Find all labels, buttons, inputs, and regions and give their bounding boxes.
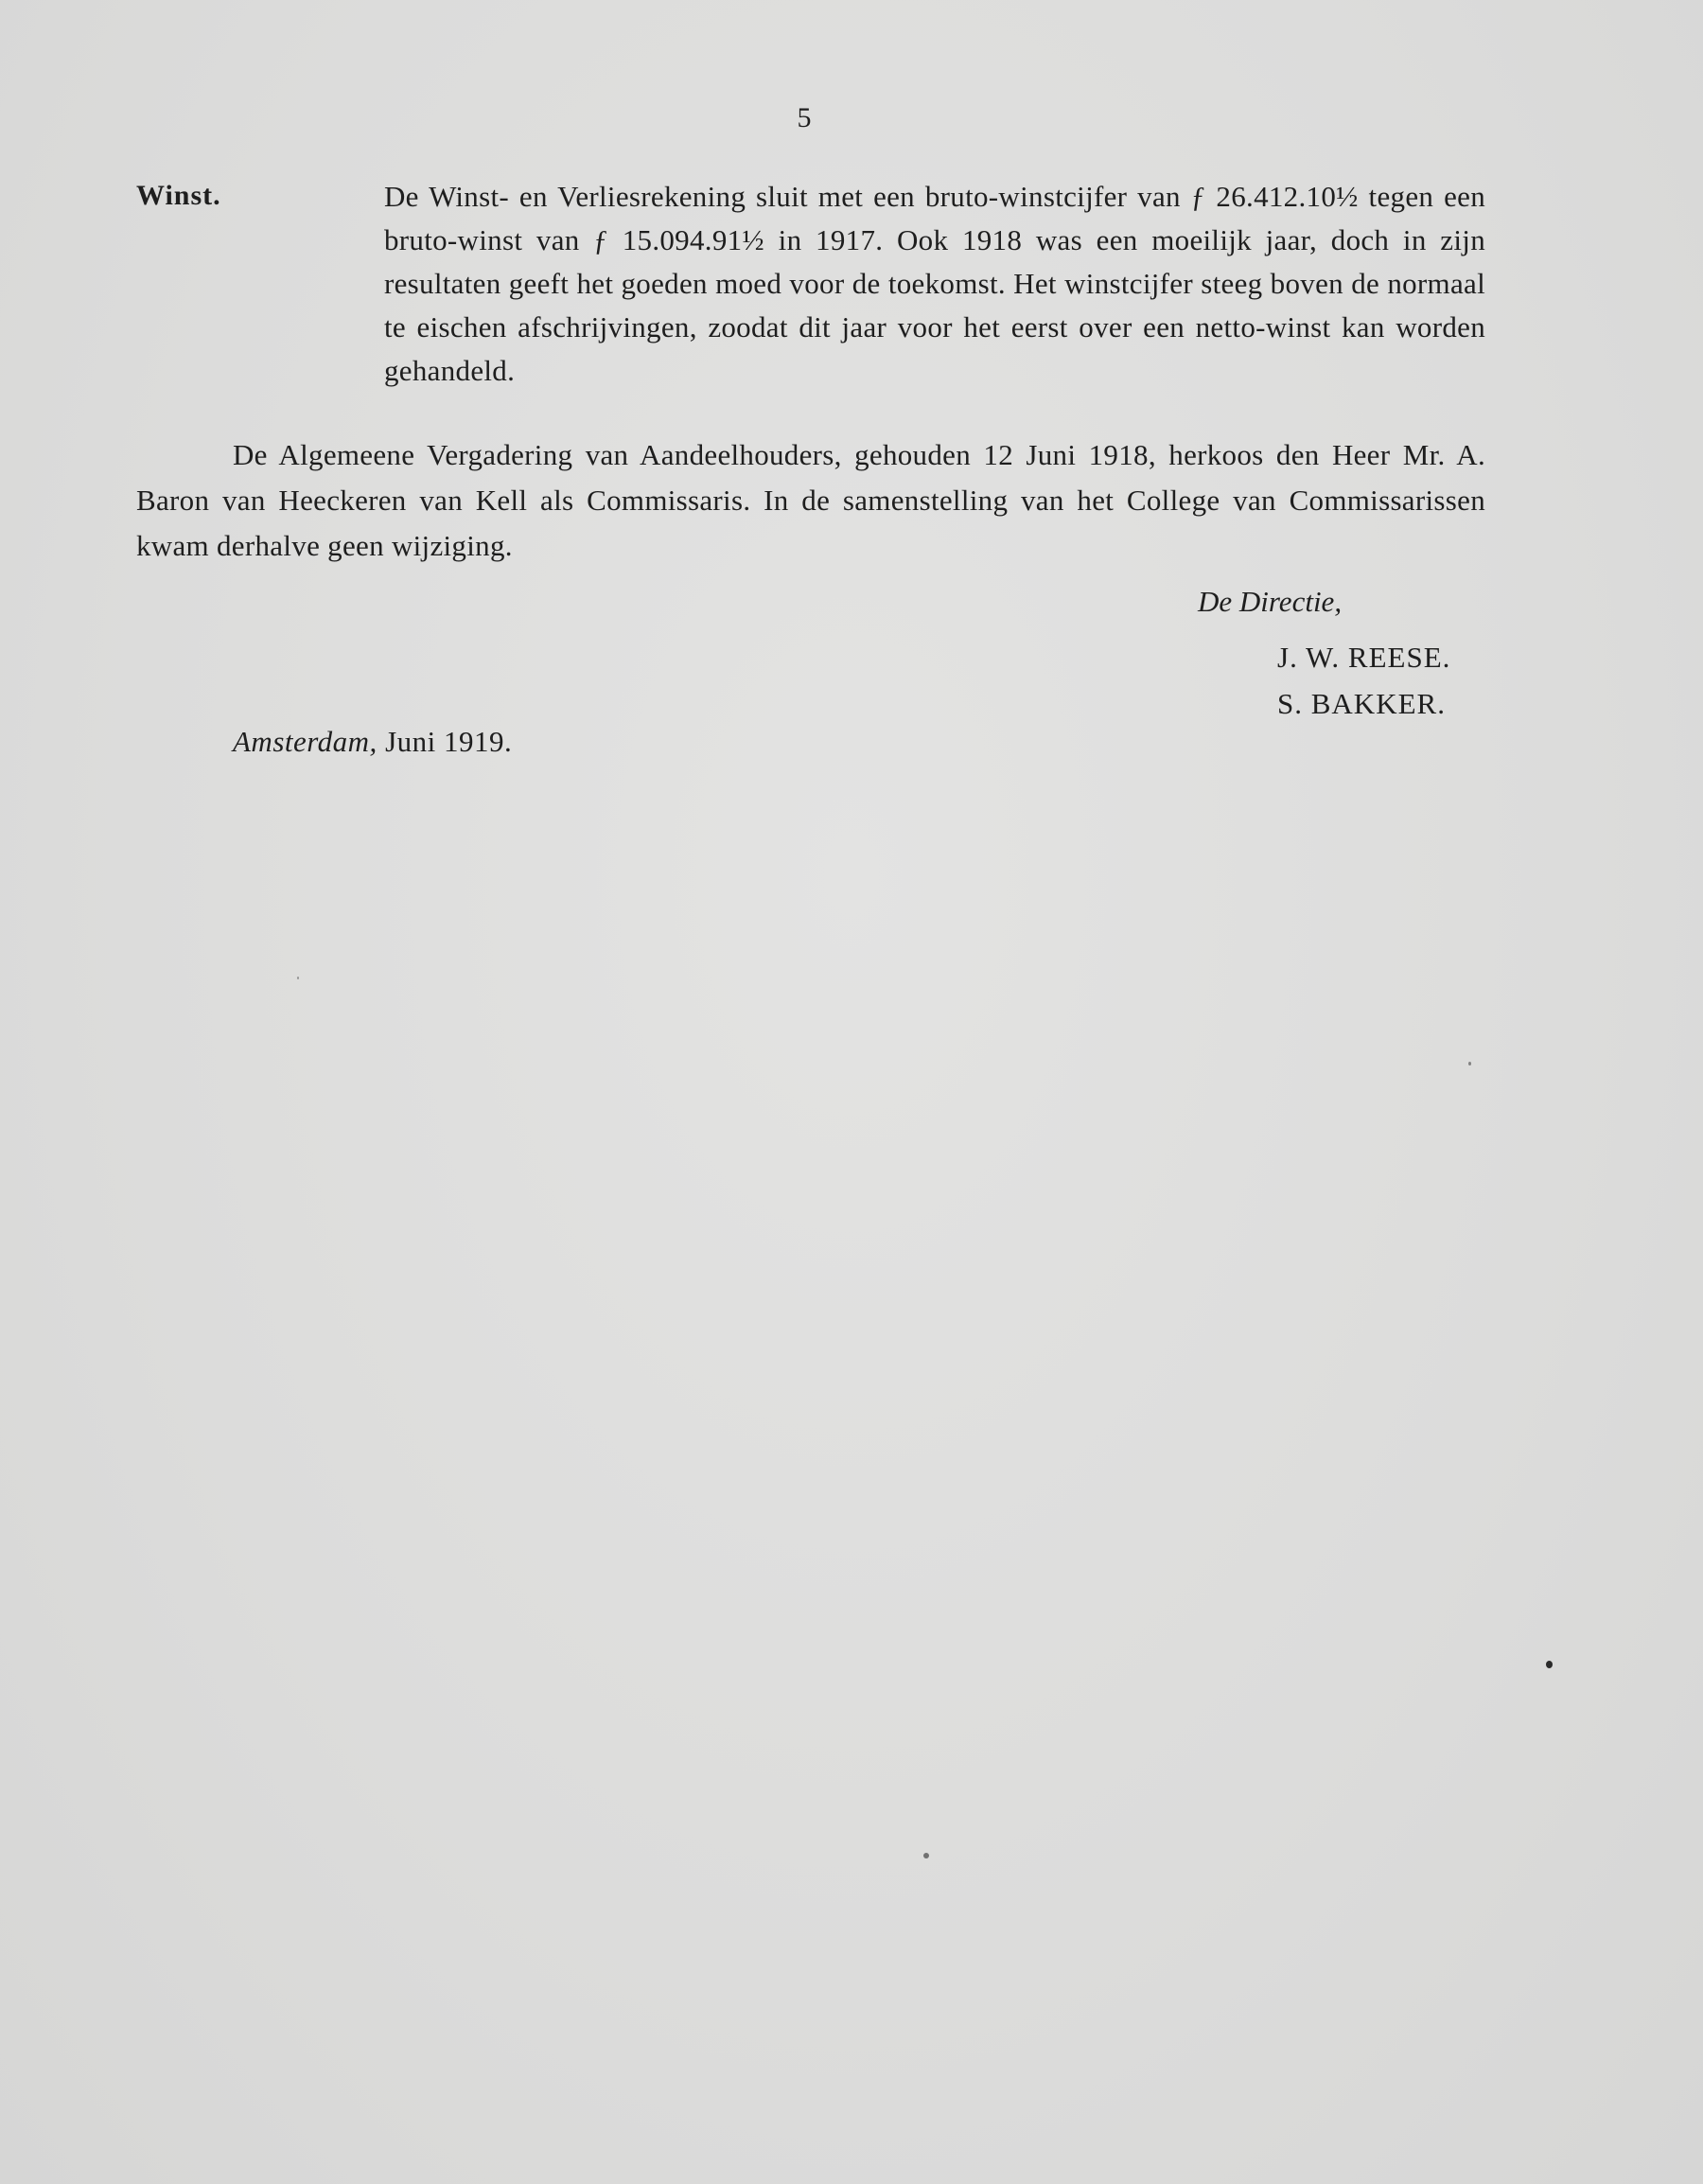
scan-speck	[297, 977, 299, 979]
scan-speck	[1546, 1661, 1553, 1668]
signatory-name: S. BAKKER.	[1277, 687, 1446, 720]
scan-speck	[923, 1853, 929, 1858]
scan-speck	[1468, 1062, 1471, 1066]
place: Amsterdam,	[233, 725, 377, 758]
page-number: 5	[797, 102, 812, 133]
place-and-date	[233, 725, 512, 759]
signatory-name: J. W. REESE.	[1277, 641, 1451, 674]
paragraph-shareholders-meeting: De Algemeene Vergadering van Aandeelhouders, gehouden 12 Juni 1918, herkoos den Heer Mr. A. Baron van Heeckeren van Kell als Commissaris. In de samenstelling van het College van Commissarissen kwam derhalve geen wijziging.	[136, 438, 1485, 562]
signature-heading: De Directie,	[1198, 585, 1343, 618]
signature-block	[1198, 585, 1450, 727]
paragraph-profit: De Winst- en Verliesrekening sluit met een bruto-winstcijfer van ƒ 26.412.10½ tegen een bruto-winst van ƒ 15.094.91½ in 1917. Ook 1918 was een moeilijk jaar, doch in zijn resultaten geeft het goeden moed voor de toekomst. Het winstcijfer steeg boven de normaal te eischen afschrijvingen, zoodat dit jaar voor het eerst over een netto-winst kan worden gehandeld.	[384, 180, 1485, 387]
section-label-winst: Winst.	[136, 180, 221, 211]
date: Juni 1919.	[385, 725, 513, 758]
